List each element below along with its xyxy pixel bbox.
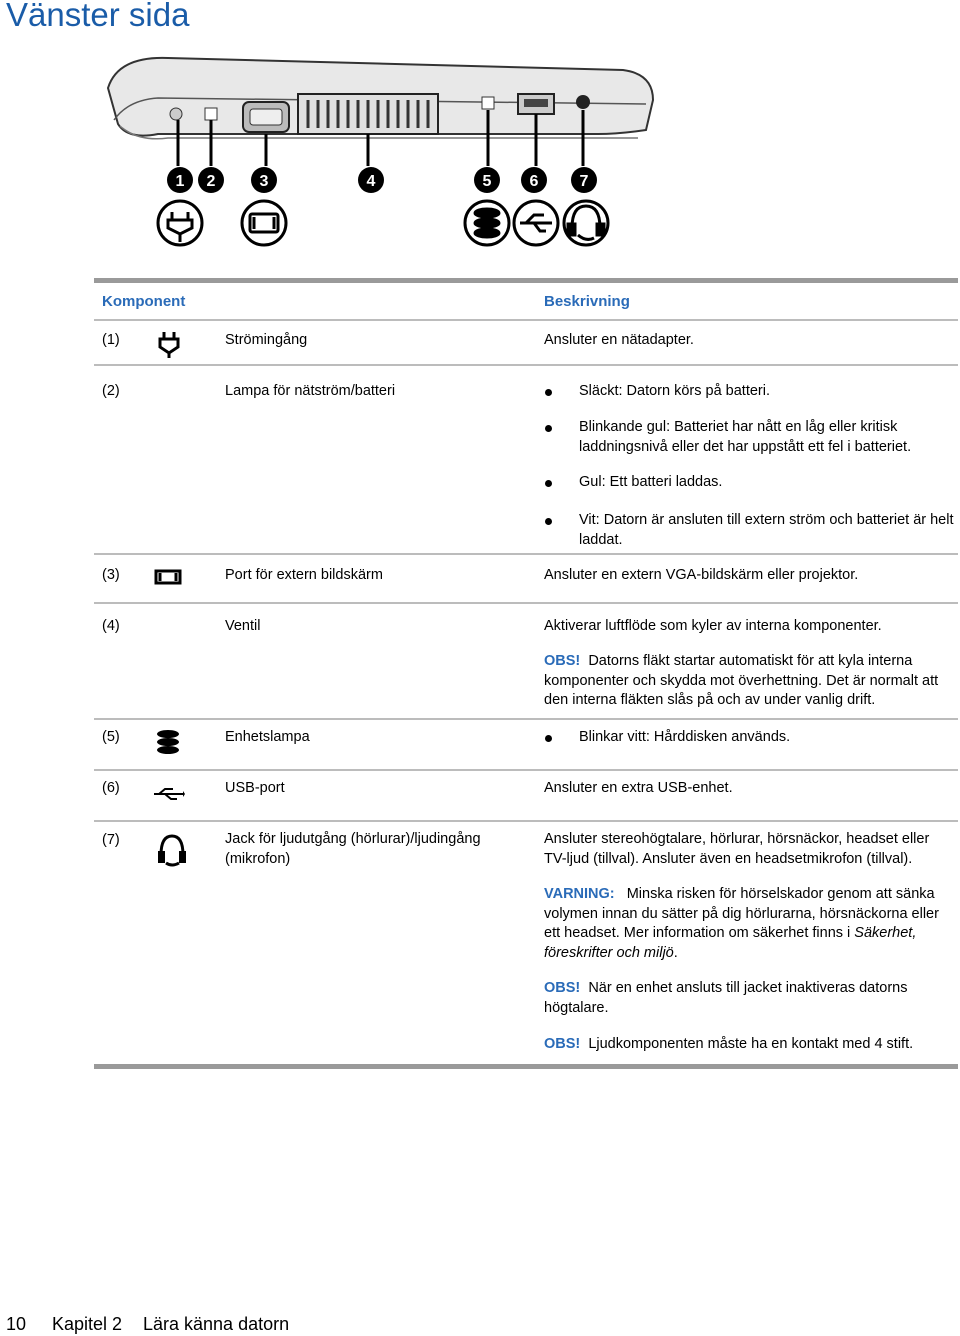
bullet: [545, 735, 552, 742]
page-number: 10: [6, 1314, 27, 1334]
callout-4: 4: [366, 173, 376, 190]
row-5-component: Enhetslampa: [225, 729, 310, 745]
row-7-description: Ansluter stereohögtalare, hörlurar, hörsnäckor, headset eller TV-ljud (tillval). Ansluter även en headsetmikrofon (tillval).: [544, 831, 930, 867]
row-1-number: (1): [102, 332, 120, 348]
warning-reference: Säkerhet, föreskrifter och miljö: [544, 925, 917, 961]
callout-5: 5: [482, 173, 492, 190]
row-4-note: [544, 652, 949, 711]
row-7-component: Jack för ljudutgång (hörlurar)/ljudingång (mikrofon): [225, 831, 481, 867]
warning-label: VARNING:: [544, 886, 615, 902]
warning-end: .: [673, 944, 678, 961]
row-2-bullet-1: Släckt: Datorn körs på batteri.: [579, 383, 770, 399]
header-component: Komponent: [102, 293, 186, 310]
laptop-left-side-illustration: [98, 50, 658, 260]
row-7-note-1: [544, 979, 954, 1018]
row-1-description: Ansluter en nätadapter.: [544, 332, 694, 348]
callout-7: 7: [579, 173, 589, 190]
row-1-component: Strömingång: [225, 332, 308, 348]
bullet: [545, 425, 552, 432]
row-6-description: Ansluter en extra USB-enhet.: [544, 780, 733, 796]
note-label: OBS!: [544, 653, 581, 669]
row-6-component: USB-port: [225, 780, 285, 796]
power-plug-icon: [158, 331, 180, 359]
row-2-number: (2): [102, 383, 120, 399]
monitor-port-icon: [154, 569, 182, 585]
callout-1: 1: [175, 173, 185, 190]
note-label: OBS!: [544, 980, 581, 996]
row-4-component: Ventil: [225, 618, 261, 634]
drive-icon: [156, 729, 180, 755]
header-divider: [94, 319, 958, 321]
note-text: Ljudkomponenten måste ha en kontakt med 4 stift.: [588, 1036, 914, 1052]
row-divider: [94, 820, 958, 822]
callout-3: 3: [259, 173, 269, 190]
row-7-note-2: [544, 1035, 954, 1055]
row-4-number: (4): [102, 618, 120, 634]
chapter-title: Lära känna datorn: [143, 1314, 290, 1334]
bullet: [545, 480, 552, 487]
table-top-rule: [94, 278, 958, 283]
row-divider: [94, 718, 958, 720]
row-3-component: Port för extern bildskärm: [225, 567, 383, 583]
row-3-number: (3): [102, 567, 120, 583]
row-7-warning: [544, 885, 954, 963]
row-divider: [94, 553, 958, 555]
callout-2: 2: [206, 173, 216, 190]
note-text: När en enhet ansluts till jacket inaktiveras datorns högtalare.: [544, 980, 908, 1016]
row-2-component: Lampa för nätström/batteri: [225, 383, 396, 399]
row-5-number: (5): [102, 729, 120, 745]
row-6-number: (6): [102, 780, 120, 796]
row-divider: [94, 602, 958, 604]
page-title: Vänster sida: [6, 0, 190, 33]
usb-icon: [153, 787, 185, 801]
table-bottom-rule: [94, 1064, 958, 1069]
row-7-number: (7): [102, 832, 120, 848]
row-divider: [94, 769, 958, 771]
chapter-label: Kapitel 2: [52, 1314, 123, 1334]
bullet: [545, 389, 552, 396]
row-4-description: Aktiverar luftflöde som kyler av interna komponenter.: [544, 618, 882, 634]
row-5-bullet-1: Blinkar vitt: Hårddisken används.: [579, 729, 791, 745]
note-label: OBS!: [544, 1036, 581, 1052]
row-3-description: Ansluter en extern VGA-bildskärm eller projektor.: [544, 567, 859, 583]
warning-text: Minska risken för hörselskador genom att sänka volymen innan du sätter på dig hörlurarna, hörsnäckorna eller ett headset. Mer information om säkerhet finns i: [544, 886, 939, 941]
header-description: Beskrivning: [544, 293, 630, 310]
row-divider: [94, 364, 958, 366]
row-2-bullet-4: Vit: Datorn är ansluten till extern ström och batteriet är helt laddat.: [579, 512, 954, 548]
row-2-bullet-3: Gul: Ett batteri laddas.: [579, 474, 723, 490]
note-text: Datorns fläkt startar automatiskt för att kyla interna komponenter och skydda mot överhettning. Det är normalt att den interna fläkten slås på och av under vanlig drift.: [544, 653, 939, 708]
row-2-bullet-2: Blinkande gul: Batteriet har nått en låg eller kritisk laddningsnivå eller det har uppstått ett fel i batteriet.: [579, 419, 912, 455]
callout-6: 6: [529, 173, 539, 190]
headset-icon: [157, 833, 187, 867]
bullet: [545, 518, 552, 525]
